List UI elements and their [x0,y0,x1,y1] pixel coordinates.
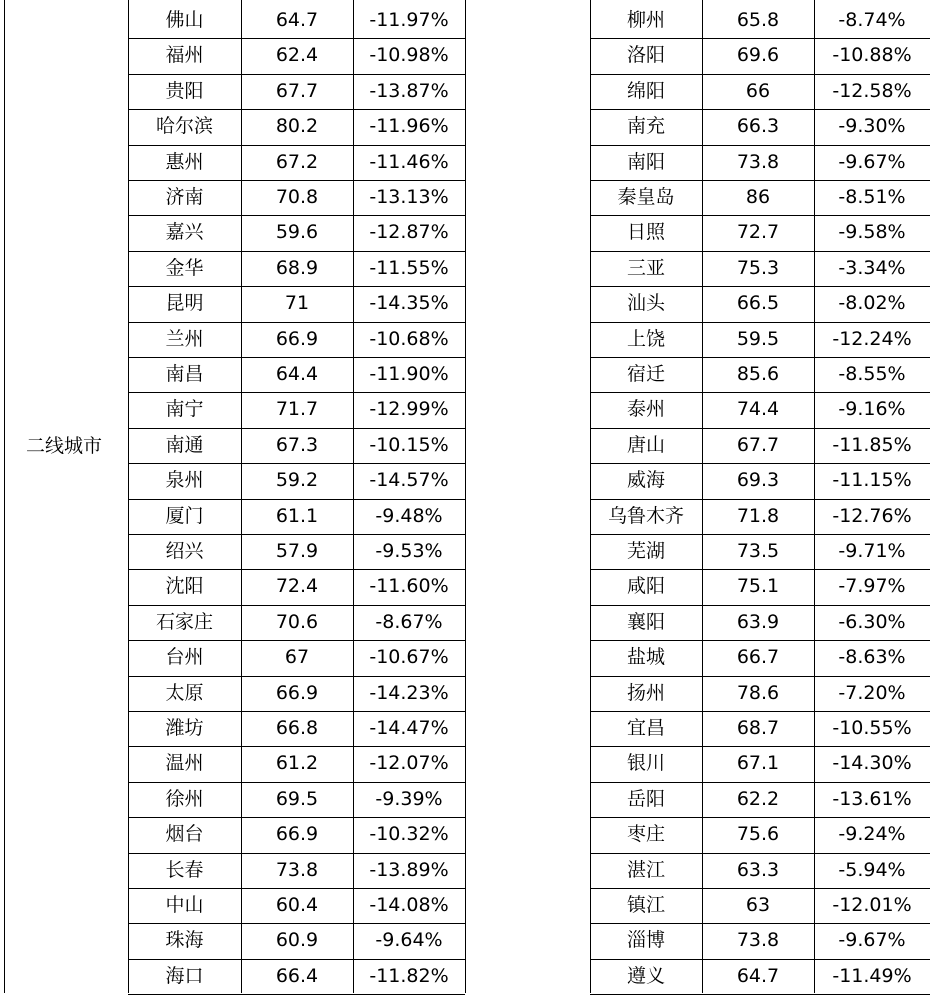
right-change-cell: -9.67% [838,150,906,173]
right-city-cell: 盐城 [626,646,665,669]
left-change-cell: -13.13% [369,186,449,208]
right-city-cell: 洛阳 [626,44,665,67]
left-change-cell: -10.68% [369,327,449,350]
right-change-cell: -11.15% [832,469,912,492]
right-city-cell: 威海 [626,469,665,492]
right-city-cell: 遵义 [626,964,665,987]
left-city-cell: 南昌 [165,363,204,385]
left-change-cell: -11.96% [369,115,449,138]
right-city-cell: 三亚 [626,256,665,279]
left-value-cell: 67.3 [275,433,319,456]
right-city-cell: 唐山 [626,433,665,456]
right-change-cell: -10.55% [832,717,912,739]
right-value-cell: 63.3 [736,858,780,881]
left-value-cell: 62.4 [275,44,319,67]
left-value-cell: 60.9 [275,929,319,952]
left-value-cell: 69.5 [275,787,319,810]
left-value-cell: 61.2 [275,752,319,775]
left-city-cell: 珠海 [165,929,204,952]
left-value-cell: 71.7 [275,398,319,421]
left-city-cell: 徐州 [165,787,204,810]
right-value-cell: 75.6 [736,823,780,846]
left-city-cell: 海口 [165,964,204,987]
right-change-cell: -9.24% [838,823,906,846]
left-change-cell: -12.87% [369,221,449,244]
right-city-cell: 枣庄 [626,823,665,846]
right-value-cell: 68.7 [736,717,780,739]
right-value-cell: 75.1 [736,575,780,598]
left-city-cell: 泉州 [165,469,204,492]
left-value-cell: 70.6 [275,610,319,633]
grid-vline [4,0,5,993]
left-change-cell: -14.35% [369,292,449,315]
left-change-cell: -12.07% [369,752,449,775]
left-value-cell: 59.2 [275,469,319,492]
left-change-cell: -10.15% [369,433,449,456]
left-value-cell: 68.9 [275,256,319,279]
left-change-cell: -9.48% [375,504,443,527]
left-city-cell: 金华 [165,256,204,279]
right-value-cell: 78.6 [736,681,780,704]
left-city-cell: 福州 [165,44,204,67]
left-value-cell: 64.7 [275,9,319,31]
left-change-cell: -11.90% [369,363,449,385]
left-city-cell: 兰州 [165,327,204,350]
left-value-cell: 61.1 [275,504,319,527]
right-change-cell: -10.88% [832,44,912,67]
left-value-cell: 80.2 [275,115,319,138]
left-change-cell: -14.47% [369,717,449,739]
right-city-cell: 日照 [626,221,665,244]
right-value-cell: 73.8 [736,929,780,952]
left-change-cell: -8.67% [375,610,443,633]
right-city-cell: 乌鲁木齐 [607,504,684,527]
right-change-cell: -8.74% [838,9,906,31]
left-change-cell: -10.67% [369,646,449,669]
right-change-cell: -7.97% [838,575,906,598]
grid-vline [465,0,466,993]
right-change-cell: -9.58% [838,221,906,244]
right-city-cell: 上饶 [626,327,665,350]
left-city-cell: 烟台 [165,823,204,846]
left-value-cell: 57.9 [275,540,319,562]
right-change-cell: -9.30% [838,115,906,138]
left-city-cell: 台州 [165,646,204,669]
left-value-cell: 66.9 [275,823,319,846]
right-value-cell: 62.2 [736,787,780,810]
left-change-cell: -10.98% [369,44,449,67]
left-city-cell: 南通 [165,433,204,456]
right-value-cell: 67.1 [736,752,780,775]
left-value-cell: 66.4 [275,964,319,987]
right-city-cell: 绵阳 [626,79,665,102]
left-value-cell: 67.7 [275,79,319,102]
right-value-cell: 64.7 [736,964,780,987]
left-change-cell: -14.08% [369,894,449,916]
left-value-cell: 67.2 [275,150,319,173]
right-value-cell: 63.9 [736,610,780,633]
right-value-cell: 72.7 [736,221,780,244]
left-change-cell: -13.89% [369,858,449,881]
left-change-cell: -11.60% [369,575,449,598]
right-city-cell: 芜湖 [626,540,665,562]
right-change-cell: -12.76% [832,504,912,527]
right-change-cell: -8.63% [838,646,906,669]
left-city-cell: 温州 [165,752,204,775]
left-change-cell: -11.46% [369,150,449,173]
right-change-cell: -9.16% [838,398,906,421]
left-city-cell: 佛山 [165,9,204,31]
left-city-cell: 石家庄 [155,610,213,633]
left-value-cell: 59.6 [275,221,319,244]
right-city-cell: 咸阳 [626,575,665,598]
left-change-cell: -11.55% [369,256,449,279]
right-city-cell: 镇江 [626,894,665,916]
left-city-cell: 潍坊 [165,717,204,739]
right-value-cell: 66.7 [736,646,780,669]
left-change-cell: -14.57% [369,469,449,492]
right-value-cell: 74.4 [736,398,780,421]
right-city-cell: 汕头 [626,292,665,315]
right-value-cell: 73.5 [736,540,780,562]
category-label: 二线城市 [25,435,102,457]
right-value-cell: 65.8 [736,9,780,31]
right-value-cell: 69.6 [736,44,780,67]
right-city-cell: 扬州 [626,681,665,704]
right-change-cell: -8.55% [838,363,906,385]
left-change-cell: -11.97% [369,9,449,31]
left-change-cell: -9.64% [375,929,443,952]
right-city-cell: 淄博 [626,929,665,952]
left-city-cell: 济南 [165,186,204,208]
right-value-cell: 86 [745,186,771,208]
left-city-cell: 厦门 [165,504,204,527]
right-value-cell: 75.3 [736,256,780,279]
right-city-cell: 泰州 [626,398,665,421]
right-change-cell: -11.85% [832,433,912,456]
right-value-cell: 71.8 [736,504,780,527]
right-value-cell: 66.3 [736,115,780,138]
left-city-cell: 惠州 [165,150,204,173]
right-city-cell: 南阳 [626,150,665,173]
left-value-cell: 66.9 [275,327,319,350]
left-value-cell: 66.8 [275,717,319,739]
right-change-cell: -9.71% [838,540,906,562]
right-change-cell: -12.01% [832,894,912,916]
right-city-cell: 岳阳 [626,787,665,810]
right-city-cell: 南充 [626,115,665,138]
right-value-cell: 66.5 [736,292,780,315]
left-city-cell: 嘉兴 [165,221,204,244]
left-city-cell: 中山 [165,894,204,916]
right-change-cell: -7.20% [838,681,906,704]
left-change-cell: -14.23% [369,681,449,704]
right-change-cell: -14.30% [832,752,912,775]
right-city-cell: 银川 [626,752,665,775]
left-value-cell: 60.4 [275,894,319,916]
right-value-cell: 67.7 [736,433,780,456]
right-value-cell: 73.8 [736,150,780,173]
right-city-cell: 秦皇岛 [617,186,675,208]
right-change-cell: -3.34% [838,256,906,279]
right-value-cell: 66 [745,79,771,102]
left-value-cell: 71 [284,292,310,315]
left-city-cell: 昆明 [165,292,204,315]
right-city-cell: 湛江 [626,858,665,881]
left-value-cell: 66.9 [275,681,319,704]
right-value-cell: 59.5 [736,327,780,350]
left-city-cell: 绍兴 [165,540,204,562]
right-change-cell: -12.58% [832,79,912,102]
right-city-cell: 宜昌 [626,717,665,739]
left-change-cell: -9.53% [375,540,443,562]
left-city-cell: 沈阳 [165,575,204,598]
right-change-cell: -5.94% [838,858,906,881]
left-city-cell: 太原 [165,681,204,704]
right-value-cell: 69.3 [736,469,780,492]
right-change-cell: -8.51% [838,186,906,208]
left-city-cell: 哈尔滨 [155,115,213,138]
right-city-cell: 襄阳 [626,610,665,633]
right-change-cell: -8.02% [838,292,906,315]
left-value-cell: 73.8 [275,858,319,881]
right-value-cell: 63 [745,894,771,916]
left-change-cell: -11.82% [369,964,449,987]
left-city-cell: 长春 [165,858,204,881]
right-change-cell: -6.30% [838,610,906,633]
right-change-cell: -12.24% [832,327,912,350]
left-value-cell: 64.4 [275,363,319,385]
left-change-cell: -12.99% [369,398,449,421]
left-city-cell: 南宁 [165,398,204,421]
right-city-cell: 柳州 [626,9,665,31]
right-change-cell: -11.49% [832,964,912,987]
left-value-cell: 70.8 [275,186,319,208]
left-change-cell: -10.32% [369,823,449,846]
right-city-cell: 宿迁 [626,363,665,385]
left-change-cell: -13.87% [369,79,449,102]
left-value-cell: 67 [284,646,310,669]
left-value-cell: 72.4 [275,575,319,598]
left-city-cell: 贵阳 [165,79,204,102]
right-change-cell: -13.61% [832,787,912,810]
right-change-cell: -9.67% [838,929,906,952]
left-change-cell: -9.39% [375,787,443,810]
right-value-cell: 85.6 [736,363,780,385]
